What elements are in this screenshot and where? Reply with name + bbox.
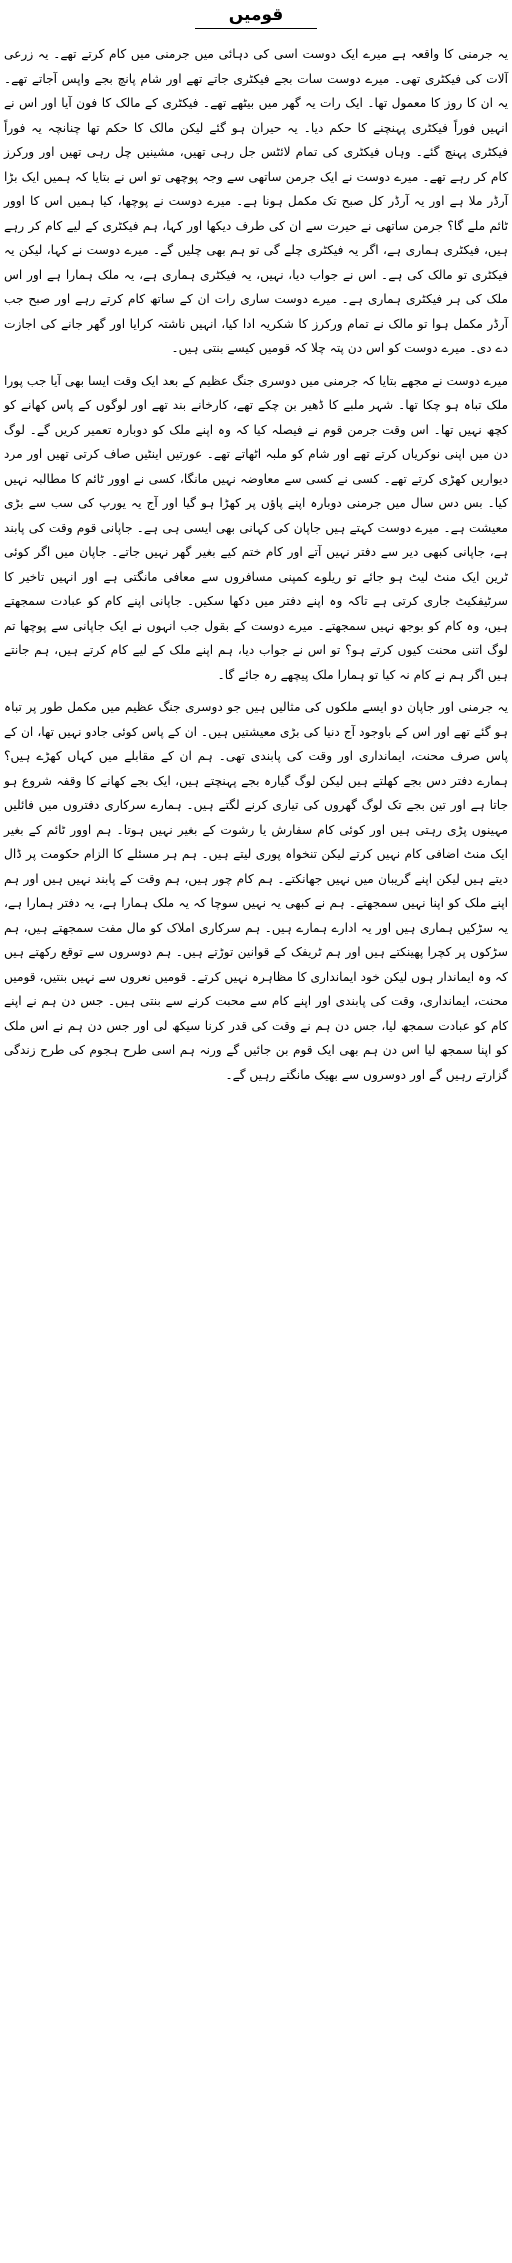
title-area bbox=[4, 0, 508, 34]
article-title: قومیں bbox=[195, 0, 318, 29]
article-body bbox=[4, 42, 508, 1087]
paragraph-2: میرے دوست نے مجھے بتایا کہ جرمنی میں دوسری جنگ عظیم کے بعد ایک وقت ایسا بھی آیا جب پورا ملک تباہ ہو چکا تھا۔ شہر ملبے کا ڈھیر بن چکے تھے، کارخانے بند تھے اور لوگوں کے پاس کھانے کو کچھ نہیں تھا۔ اس وقت جرمن قوم نے فیصلہ کیا کہ وہ اپنے ملک کو دوبارہ تعمیر کریں گے۔ لوگ دن میں اپنی نوکریاں کرتے تھے اور شام کو ملبہ اٹھاتے تھے۔ عورتیں اینٹیں صاف کرتی تھیں اور مرد دیواریں کھڑی کرتے تھے۔ کسی نے کسی سے معاوضہ نہیں مانگا، کسی نے اوور ٹائم کا مطالبہ نہیں کیا۔ بس دس سال میں جرمنی دوبارہ اپنے پاؤں پر کھڑا ہو گیا اور آج یہ یورپ کی سب سے بڑی معیشت ہے۔ میرے دوست کہتے ہیں جاپان کی کہانی بھی ایسی ہی ہے۔ جاپانی قوم وقت کی پابند ہے، جاپانی کبھی دیر سے دفتر نہیں آتے اور کام ختم کیے بغیر گھر نہیں جاتے۔ جاپان میں اگر کوئی ٹرین ایک منٹ لیٹ ہو جائے تو ریلوے کمپنی مسافروں سے معافی مانگتی ہے اور انہیں تاخیر کا سرٹیفکیٹ جاری کرتی ہے تاکہ وہ اپنے دفتر میں دکھا سکیں۔ جاپانی اپنے کام کو عبادت سمجھتے ہیں، وہ کام کو بوجھ نہیں سمجھتے۔ میرے دوست کے بقول جب انہوں نے ایک جاپانی سے پوچھا تم لوگ اتنی محنت کیوں کرتے ہو؟ تو اس نے جواب دیا، ہم اپنے ملک کے لیے کام کرتے ہیں، ہم جانتے ہیں اگر ہم نے کام نہ کیا تو ہمارا ملک پیچھے رہ جائے گا۔ bbox=[4, 373, 508, 682]
paragraph-3: یہ جرمنی اور جاپان دو ایسے ملکوں کی مثالیں ہیں جو دوسری جنگ عظیم میں مکمل طور پر تباہ ہو گئے تھے اور اس کے باوجود آج دنیا کی بڑی معیشتیں ہیں۔ ان کے پاس کوئی جادو نہیں تھا، ان کے پاس صرف محنت، ایمانداری اور وقت کی پابندی تھی۔ ہم ان کے مقابلے میں کہاں کھڑے ہیں؟ ہمارے دفتر دس بجے کھلتے ہیں لیکن لوگ گیارہ بجے پہنچتے ہیں، ایک بجے کھانے کا وقفہ شروع ہو جاتا ہے اور تین بجے تک لوگ گھروں کی تیاری کرنے لگتے ہیں۔ ہمارے سرکاری دفتروں میں فائلیں مہینوں پڑی رہتی ہیں اور کوئی کام سفارش یا رشوت کے بغیر نہیں ہوتا۔ ہم اوور ٹائم کے بغیر ایک منٹ اضافی کام نہیں کرتے لیکن تنخواہ پوری لیتے ہیں۔ ہم ہر مسئلے کا الزام حکومت پر ڈال دیتے ہیں لیکن اپنے گریبان میں نہیں جھانکتے۔ ہم کام چور ہیں، ہم وقت کے پابند نہیں ہیں اور ہم اپنے ملک کو اپنا نہیں سمجھتے۔ ہم نے کبھی یہ نہیں سوچا کہ یہ ملک ہمارا ہے، یہ دفتر ہمارا ہے، یہ سڑکیں ہماری ہیں اور یہ ادارے ہمارے ہیں۔ ہم سرکاری املاک کو مال مفت سمجھتے ہیں، ہم سڑکوں پر کچرا پھینکتے ہیں اور ہم ٹریفک کے قوانین توڑتے ہیں۔ ہم دوسروں سے توقع رکھتے ہیں کہ وہ ایماندار ہوں لیکن خود ایمانداری کا مظاہرہ نہیں کرتے۔ قومیں نعروں سے نہیں بنتیں، قومیں محنت، ایمانداری، وقت کی پابندی اور اپنے کام سے محبت کرنے سے بنتی ہیں۔ جس دن ہم نے اپنے کام کو عبادت سمجھ لیا، جس دن ہم نے وقت کی قدر کرنا سیکھ لی اور جس دن ہم نے اس ملک کو اپنا سمجھ لیا اس دن ہم بھی ایک قوم بن جائیں گے ورنہ ہم اسی طرح ہجوم کی طرح زندگی گزارتے رہیں گے اور دوسروں سے بھیک مانگتے رہیں گے۔ bbox=[4, 700, 508, 1082]
paragraph-1: یہ جرمنی کا واقعہ ہے میرے ایک دوست اسی کی دہائی میں جرمنی میں کام کرتے تھے۔ یہ زرعی آلات کی فیکٹری تھی۔ میرے دوست سات بجے فیکٹری جاتے تھے اور شام پانچ بجے واپس آجاتے تھے۔ یہ ان کا روز کا معمول تھا۔ ایک رات یہ گھر میں بیٹھے تھے۔ فیکٹری کے مالک کا فون آیا اور اس نے انہیں فوراً فیکٹری پہنچنے کا حکم دیا۔ یہ حیران ہو گئے لیکن مالک کا حکم تھا چنانچہ یہ فوراً فیکٹری پہنچ گئے۔ وہاں فیکٹری کی تمام لائٹس جل رہی تھیں، مشینیں چل رہی تھیں اور ورکرز کام کر رہے تھے۔ میرے دوست نے ایک جرمن ساتھی سے وجہ پوچھی تو اس نے بتایا کہ ہمیں ایک بڑا آرڈر ملا ہے اور یہ آرڈر کل صبح تک مکمل ہونا ہے۔ میرے دوست نے پوچھا، کیا ہمیں اس کا اوور ٹائم ملے گا؟ جرمن ساتھی نے حیرت سے ان کی طرف دیکھا اور کہا، ہم فیکٹری کے لیے کام کر رہے ہیں، فیکٹری ہماری ہے، اگر یہ فیکٹری چلے گی تو ہم بھی چلیں گے۔ میرے دوست نے کہا، لیکن یہ فیکٹری تو مالک کی ہے۔ اس نے جواب دیا، نہیں، یہ فیکٹری ہماری ہے، یہ ملک ہمارا ہے اور اس ملک کی ہر فیکٹری ہماری ہے۔ میرے دوست ساری رات ان کے ساتھ کام کرتے رہے اور صبح جب آرڈر مکمل ہوا تو مالک نے تمام ورکرز کا شکریہ ادا کیا، انہیں ناشتہ کرایا اور گھر جانے کی اجازت دے دی۔ میرے دوست کو اس دن پتہ چلا کہ قومیں کیسے بنتی ہیں۔ bbox=[4, 47, 508, 355]
